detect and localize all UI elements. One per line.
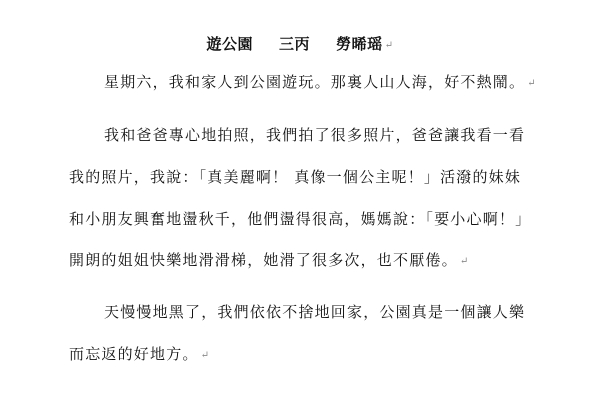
paragraph-1-line-1: 星期六，我和家人到公園遊玩。那裏人山人海，好不熱鬧。 ↵ (104, 73, 537, 91)
paragraph-2-line-4: 開朗的姐姐快樂地滑滑梯，她滑了很多次，也不厭倦。 ↵ (69, 251, 470, 269)
paragraph-mark-icon: ↵ (200, 350, 211, 361)
paragraph-3-line-2: 而忘返的好地方。 ↵ (69, 345, 211, 363)
paragraph-2-line-1: 我和爸爸專心地拍照，我們拍了很多照片，爸爸讓我看一看 (104, 126, 526, 144)
paragraph-mark-icon: ↵ (384, 40, 394, 51)
author-name: 勞晞瑶 (336, 35, 383, 53)
title-line (0, 33, 600, 54)
paragraph-2-line-3: 和小朋友興奮地盪秋千，他們盪得很高，媽媽說：「要小心啊！」 (69, 210, 532, 228)
document-title: 遊公園 (206, 35, 254, 53)
paragraph-3-line-1: 天慢慢地黑了，我們依依不捨地回家，公園真是一個讓人樂 (104, 303, 526, 321)
paragraph-mark-icon: ↵ (459, 256, 470, 267)
paragraph-mark-icon: ↵ (527, 78, 537, 89)
class-name: 三丙 (279, 35, 311, 53)
paragraph-2-line-2: 我的照片，我說：「真美麗啊！ 真像一個公主呢！」活潑的妹妹 (69, 168, 522, 186)
